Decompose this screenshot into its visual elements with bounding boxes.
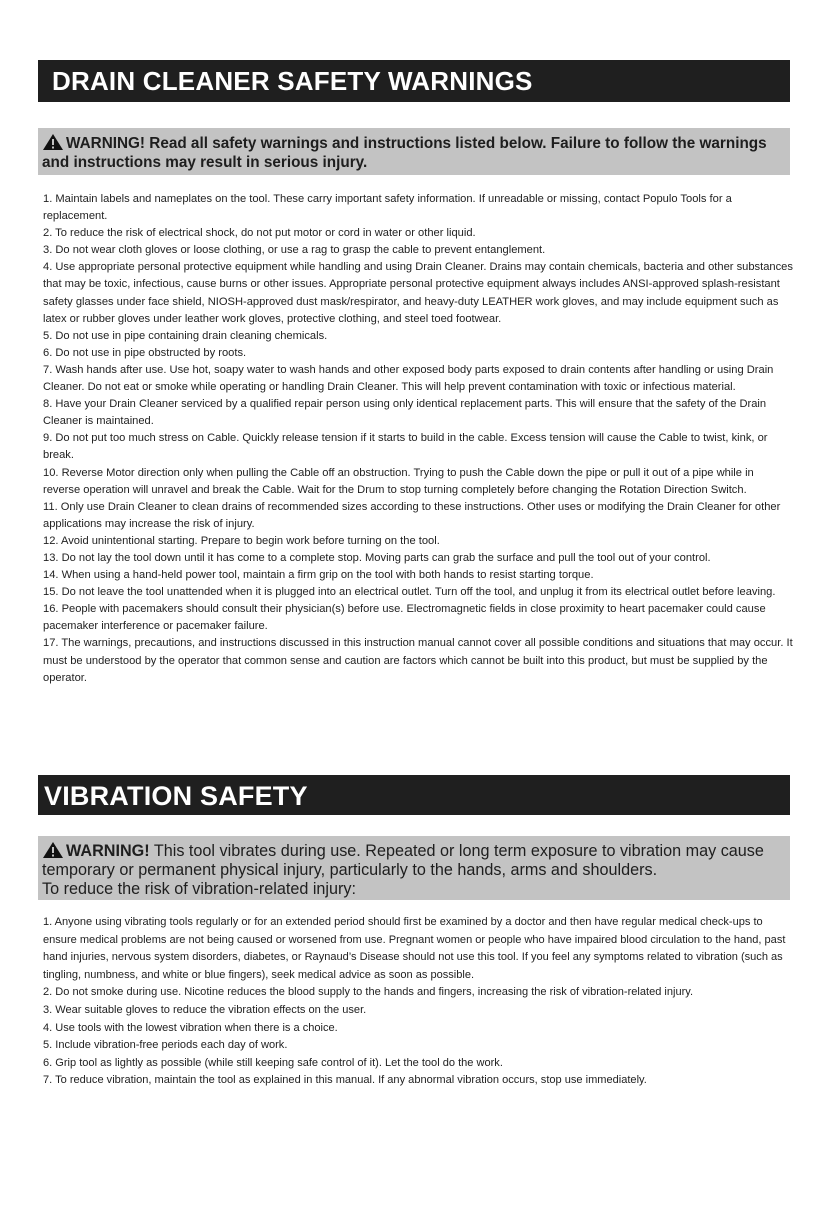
list-item: 4. Use tools with the lowest vibration when there is a choice. [43,1021,338,1034]
list-item: 2. To reduce the risk of electrical shock, do not put motor or cord in water or other liquid. [43,227,476,240]
list-item: 5. Include vibration-free periods each day of work. [43,1039,288,1052]
list-item: 4. Use appropriate personal protective equipment while handling and using Drain Cleaner. Drains may contain chemicals, bacteria and other substances that may be toxic, infectious, cause burns or other issues. Appropriate personal protective equipment always includes ANSI-approved splash-resistant safety glasses under face shield, NIOSH-approved dust mask/respirator, and heavy-duty LEATHER work gloves, and may include equipment such as latex or rubber gloves under leather work gloves, protective clothing, and steel toed footwear. [43,261,793,325]
list-item: 13. Do not lay the tool down until it has come to a complete stop. Moving parts can grab the surface and pull the tool out of your control. [43,551,711,564]
list-item: 5. Do not use in pipe containing drain cleaning chemicals. [43,329,328,342]
vibration-warnings-list [43,914,791,1090]
list-item: 2. Do not smoke during use. Nicotine reduces the blood supply to the hands and fingers, increasing the risk of vibration-related injury. [43,986,694,999]
list-item: 1. Anyone using vibrating tools regularly or for an extended period should first be examined by a doctor and then have regular medical check-ups to ensure medical problems are not being caused or worsened from use. Pregnant women or people who have impaired blood circulation to the hand, past hand injuries, nervous system disorders, diabetes, or Raynaud’s Disease should not use this tool. If you feel any symptoms related to vibration (such as tingling, numbness, and white or blue fingers), seek medical advice as soon as possible. [43,916,786,981]
warning-triangle-icon [42,133,64,151]
list-item: 11. Only use Drain Cleaner to clean drains of recommended sizes according to these instructions. Other uses or modifying the Drain Cleaner for other applications may increase the risk of injury. [43,500,781,530]
list-item: 17. The warnings, precautions, and instructions discussed in this instruction manual cannot cover all possible conditions and situations that may occur. It must be understood by the operator that common sense and caution are factors which cannot be built into this product, but must be supplied by the operator. [43,637,793,684]
drain-warnings-list [43,191,793,687]
list-item: 3. Do not wear cloth gloves or loose clothing, or use a rag to grasp the cable to prevent entanglement. [43,244,546,257]
list-item: 6. Grip tool as lightly as possible (while still keeping safe control of it). Let the tool do the work. [43,1056,503,1069]
list-item: 7. Wash hands after use. Use hot, soapy water to wash hands and other exposed body parts exposed to drain contents after handling or using Drain Cleaner. Do not eat or smoke while operating or handling Drain Cleaner. This will help prevent contamination with toxic or infectious material. [43,363,774,394]
list-item: 14. When using a hand-held power tool, maintain a firm grip on the tool with both hands to resist starting torque. [43,569,594,582]
vibration-warning-text: This tool vibrates during use. Repeated or long term exposure to vibration may cause temporary or permanent physical injury, particularly to the hands, arms and shoulders. [42,842,764,879]
list-item: 15. Do not leave the tool unattended when it is plugged into an electrical outlet. Turn off the tool, and unplug it from its electrical outlet before leaving. [43,586,776,599]
list-item: 3. Wear suitable gloves to reduce the vibration effects on the user. [43,1003,367,1016]
list-item: 6. Do not use in pipe obstructed by roots. [43,346,247,359]
list-item: 10. Reverse Motor direction only when pulling the Cable off an obstruction. Trying to push the Cable down the pipe or pull it out of a pipe while in reverse operation will unravel and break the Cable. Wait for the Drum to stop turning completely before changing the Rotation Direction Switch. [43,466,754,496]
drain-warning-box [38,128,790,175]
vibration-safety-title: VIBRATION SAFETY [38,775,790,815]
list-item: 1. Maintain labels and nameplates on the tool. These carry important safety information. If unreadable or missing, contact Populo Tools for a replacement. [43,193,732,223]
vibration-warning-box [38,836,790,900]
drain-warning-text: Read all safety warnings and instructions listed below. Failure to follow the warnings and instructions may result in serious injury. [42,135,767,171]
list-item: 12. Avoid unintentional starting. Prepare to begin work before turning on the tool. [43,534,440,547]
drain-warning-label: WARNING! [66,135,146,152]
list-item: 7. To reduce vibration, maintain the tool as explained in this manual. If any abnormal vibration occurs, stop use immediately. [43,1074,647,1087]
vibration-warning-subtext: To reduce the risk of vibration-related injury: [42,880,357,898]
list-item: 16. People with pacemakers should consult their physician(s) before use. Electromagnetic fields in close proximity to heart pacemaker could cause pacemaker interference or pacemaker failure. [43,603,766,633]
vibration-warning-label: WARNING! [66,842,150,860]
list-item: 8. Have your Drain Cleaner serviced by a qualified repair person using only identical replacement parts. This will ensure that the safety of the Drain Cleaner is maintained. [43,398,767,428]
list-item: 9. Do not put too much stress on Cable. Quickly release tension if it starts to build in the cable. Excess tension will cause the Cable to twist, kink, or break. [43,432,768,462]
warning-triangle-icon [42,841,64,859]
drain-safety-title: DRAIN CLEANER SAFETY WARNINGS [38,60,790,102]
